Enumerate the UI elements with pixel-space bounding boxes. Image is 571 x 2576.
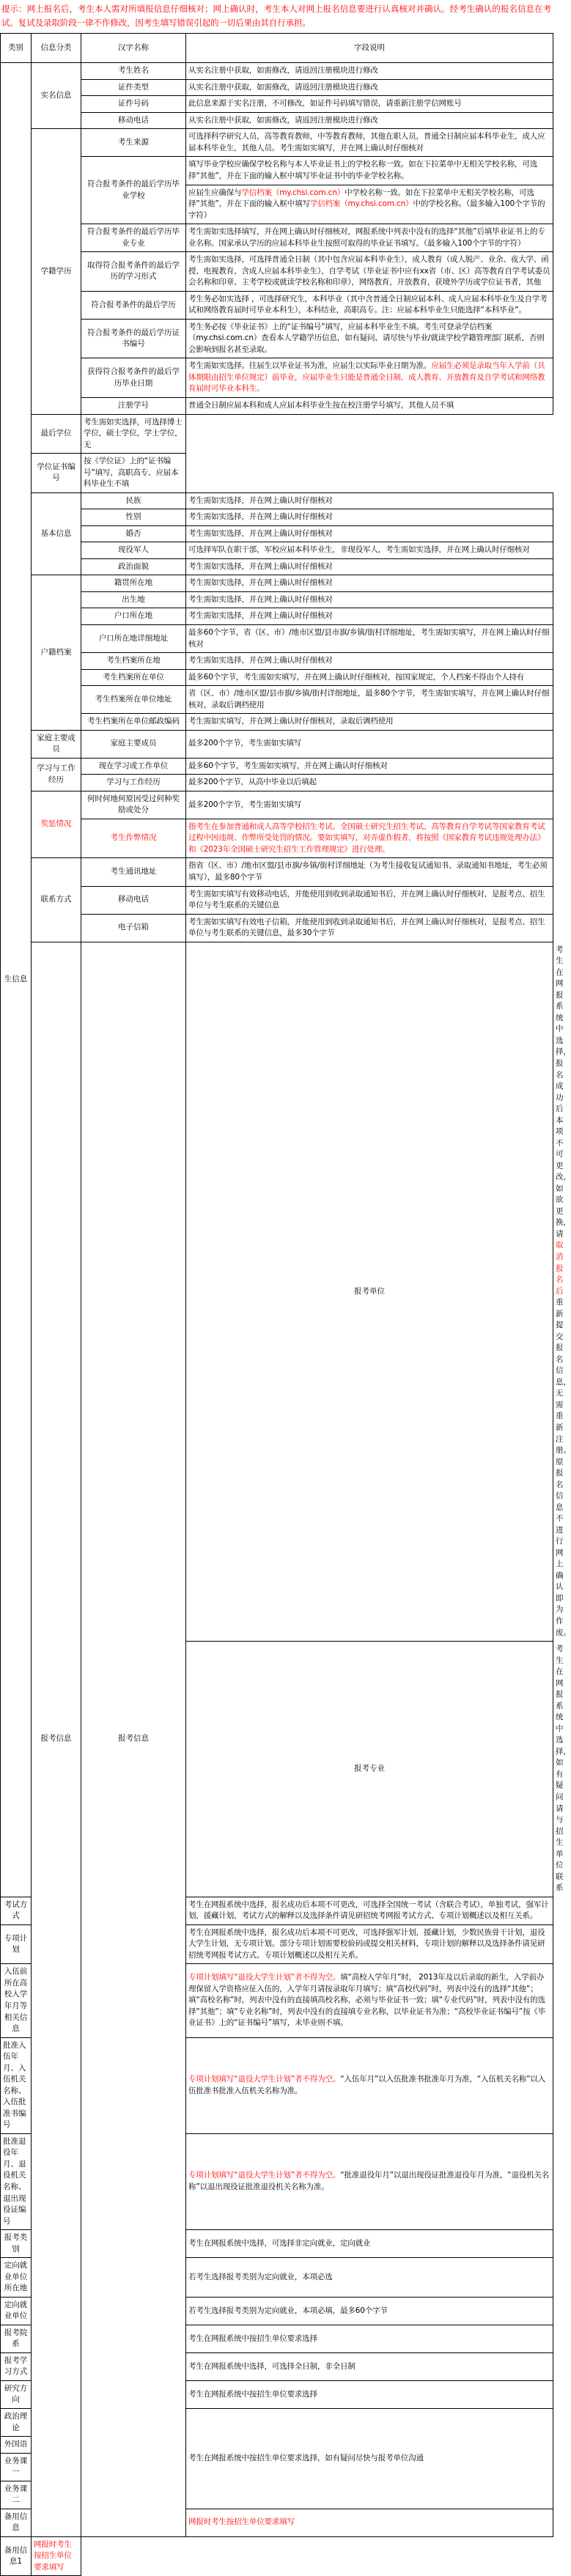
- highlight-text: 学信档案（my.chsi.com.cn）: [309, 199, 413, 209]
- field-name-cell: 研究方向: [1, 2380, 32, 2408]
- notice-banner: 提示：网上报名后，考生本人需对所填报信息仔细核对；网上确认时，考生本人对网上报名信息要进行认真核对并确认。经考生确认的报名信息在考试、复试及录取阶段一律不作修改，因考生填写错误引起的一切后果由其自行承担。: [1, 4, 551, 28]
- highlight-text: 专项计划填写“退役大学生计划”者不得为空。: [188, 2171, 341, 2180]
- table-row: [1, 653, 553, 670]
- header-group: 信息分类: [32, 34, 81, 63]
- table-row: [1, 608, 553, 625]
- field-name-cell: 证件类型: [81, 79, 186, 96]
- field-description-cell: 若考生选择报考类别为定向就业，本项必选: [186, 2258, 553, 2298]
- table-row: [1, 509, 553, 526]
- field-name-cell: 考生档案所在地: [81, 653, 186, 670]
- field-description-cell: 考生在网报系统中选择，可选择非定向就业，定向就业: [186, 2230, 553, 2258]
- table-row: [1, 914, 553, 942]
- field-name-cell: 性别: [81, 509, 186, 526]
- field-name-cell: 户口所在地: [81, 608, 186, 625]
- group-cell: 奖惩情况: [32, 791, 81, 858]
- field-name-cell: 报考类别: [1, 2230, 32, 2258]
- field-description-cell: 可选择科学研究人员，高等教育教师，中等教育教师，其他在职人员，普通全日制应届本科毕业生，成人应届本科毕业生，其他人员。考生需如实填写，并在网上确认时仔细核对: [186, 129, 553, 157]
- field-description-cell: [186, 358, 553, 398]
- table-body: [1, 63, 571, 2576]
- registration-field-spec-table: [0, 33, 571, 2576]
- table-row: [1, 791, 553, 819]
- table-row: [1, 291, 553, 319]
- field-name-cell: 考生档案所在单位邮政编码: [81, 714, 186, 731]
- field-description-cell: 网报时考生按招生单位要求填写: [186, 2509, 553, 2536]
- normal-text: 填“高校入学年月”时， 2013年及以后录取的新生，入学前办理保留入学资格应征入伍的，入学年月请按录取年月填写；填“高校代码”时，列表中没有的选择“其他”；填“高校名称”时，列表中没有的直接填高校名称，必须与毕业证书一致；填“专业代码”时，列表中没有的选择“其他”；填“专业名称”时，列表中没有的直接填专业名称，以毕业证书为准；“高校毕业证书编号”按《毕业证书》上的“证书编号”填写，未毕业则不填。: [188, 1973, 546, 2028]
- field-description-cell: 指省（区、市）/地市区盟/县市旗/乡镇/街村详细地址（为考生接收复试通知书、录取通知书地址，考生必须填写），最多80个字节: [186, 858, 553, 886]
- highlight-text: 专项计划填写“退役大学生计划”者不得为空。: [188, 1973, 341, 1982]
- field-name-cell: 民族: [81, 492, 186, 509]
- field-name-cell: 报考学习方式: [1, 2352, 32, 2380]
- table-row: [1, 157, 553, 185]
- normal-text: 考生需如实选择。往届生以毕业证书为准，应届生以实际毕业日期为准。: [188, 361, 432, 371]
- header-description: 字段说明: [186, 34, 553, 63]
- field-description-cell: 考生在网报系统中按招生单位要求选择，如有疑问尽快与报考单位沟通: [186, 2409, 553, 2509]
- table-row: [1, 358, 553, 398]
- field-description-cell: 考生需如实填写有效移动电话，并能使用到收到录取通知书后，并在网上确认时仔细核对，是报考点、招生单位与考生联系的关键信息: [186, 886, 553, 914]
- field-description-cell: 考生需如实填写有效电子信箱，并能使用到收到录取通知书后，并在网上确认时仔细核对，是报考点、招生单位与考生联系的关键信息，最多30个字节: [186, 914, 553, 942]
- field-name-cell: 入伍前所在高校入学年月等相关信息: [1, 1964, 32, 2037]
- normal-text: 考生在网报系统中选择，报名成功后本项不可更改，如欲更换，请: [556, 945, 571, 1239]
- field-name-cell: 符合报考条件的最后学历: [81, 291, 186, 319]
- field-description-cell: 若考生选择报考类别为定向就业，本项必填，最多60个字节: [186, 2297, 553, 2325]
- table-row: [1, 112, 553, 129]
- field-description-cell: 可选择军队在职干部，军校应届本科毕业生，非现役军人，考生需如实选择，并在网上确认时仔细核对: [186, 542, 553, 559]
- table-row: [1, 319, 553, 358]
- field-description-cell: [186, 2133, 553, 2229]
- field-name-cell: 现在学习或工作单位: [81, 758, 186, 775]
- field-description-cell: 填写毕业学校应确保学校名称与本人毕业证书上的学校名称一致。如在下拉菜单中无相关学校名称，可选择“其他”，并在下面的输入框中填写毕业证书中的毕业学校名称。: [186, 157, 553, 185]
- field-name-cell: 业务课二: [1, 2481, 32, 2509]
- field-description-cell: 从实名注册中获取，如需修改，请返回注册模块进行修改: [186, 112, 553, 129]
- group-cell: 学籍学历: [32, 129, 81, 414]
- field-name-cell: 家庭主要成员: [81, 730, 186, 758]
- header-name: 汉字名称: [81, 34, 186, 63]
- field-name-cell: 政治面貌: [81, 558, 186, 575]
- field-name-cell: 考生作弊情况: [81, 819, 186, 858]
- field-name-cell: 考生档案所在单位: [81, 669, 186, 686]
- group-cell: 报考信息: [81, 942, 186, 2536]
- field-name-cell: 备用信息1: [1, 2536, 32, 2576]
- field-description-cell: 最多60个字节，省（区、市）/地市区盟/县市旗/乡镇/街村详细地址，考生需如实填写，并在网上确认时仔细核对: [186, 624, 553, 652]
- field-name-cell: 定向就业单位: [1, 2297, 32, 2325]
- field-description-cell: 考生在网报系统中按招生单位要求选择: [186, 2380, 553, 2408]
- highlight-text: 学信档案（my.chsi.com.cn）: [241, 188, 345, 197]
- field-name-cell: 考试方式: [1, 1897, 32, 1924]
- field-description-cell: 考生在网报系统中选择，报名成功后本项不可更改，可选择强军计划，援藏计划，少数民族骨干计划，退役大学生计划，无专项计划。部分专项计划需要校验码或提交相关材料，专项计划的解释以及选择条件请见研招统考网报考试方式、专项计划概述以及相互关系。: [186, 1924, 553, 1964]
- field-description-cell: 普通全日制应届本科和成人应届本科毕业生按在校注册学号填写，其他人员不填: [186, 398, 553, 415]
- highlight-text: 专项计划填写“退役大学生计划”者不得为空。: [188, 2075, 341, 2084]
- table-row: [1, 819, 553, 858]
- field-name-cell: 取得符合报考条件的最后学历的学习形式: [81, 252, 186, 292]
- field-description-cell: 省（区、市）/地市区盟/县市旗/乡镇/街村详细地址，最多80个字节，考生需如实填写，并在网上确认时仔细核对，录取后调档使用: [186, 686, 553, 714]
- field-description-cell: 考生需如实选择，并在网上确认时仔细核对: [186, 591, 553, 608]
- field-description-cell: 最多200个字节，考生需如实填写: [186, 730, 553, 758]
- field-name-cell: 出生地: [81, 591, 186, 608]
- field-name-cell: 符合报考条件的最后学历证书编号: [81, 319, 186, 358]
- field-name-cell: 专项计划: [1, 1924, 32, 1964]
- table-row: [1, 96, 553, 113]
- field-name-cell: 符合报考条件的最后学历毕业专业: [81, 224, 186, 252]
- field-name-cell: 考生档案所在单位地址: [81, 686, 186, 714]
- field-description-cell: 考生务必如实选择 ，可选择研究生，本科毕业（其中含普通全日制应届本科、成人应届本科毕业生及自学考试和网络教育届时可毕业本科生），本科结业，高职高专。注：应届本科毕业生只能选择“本科毕业”。: [186, 291, 553, 319]
- field-name-cell: 移动电话: [81, 886, 186, 914]
- field-name-cell: 定向就业单位所在地: [1, 2258, 32, 2298]
- field-description-cell: 考生在网报系统中选择，报名成功后本项不可更改，可选择全国统一考试（含联合考试），单独考试，强军计划，援藏计划，考试方式的解释以及选择条件请见研招统考网报考试方式、专项计划概述以及相互关系。: [186, 1897, 553, 1924]
- field-description-cell: 最多60个字节，考生需如实填写，并在网上确认时仔细核对: [186, 758, 553, 775]
- field-name-cell: 批准入伍年月、入伍机关名称、入伍批准书编号: [1, 2037, 32, 2133]
- table-row: [1, 686, 553, 714]
- table-row: [1, 525, 553, 542]
- field-description-cell: 指考生在参加普通和成人高等学校招生考试、全国硕士研究生招生考试、高等教育自学考试等国家教育考试过程中因违规、作弊所受处罚的情况。要如实填写，对弄虚作假者，将按照《国家教育考试违规处理办法》和《2023年全国硕士研究生招生工作管理规定》进行处理。: [186, 819, 553, 858]
- field-name-cell: 报考院系: [1, 2325, 32, 2352]
- table-row: [1, 730, 553, 758]
- table-row: [1, 858, 553, 886]
- table-row: [1, 758, 553, 775]
- group-cell: 学习与工作经历: [32, 758, 81, 791]
- category-cell: 报考信息: [32, 942, 81, 2536]
- field-description-cell: 从实名注册中获取，如需修改，请返回注册模块进行修改: [186, 79, 553, 96]
- group-cell: 联系方式: [32, 858, 81, 942]
- field-name-cell: 注册学号: [81, 398, 186, 415]
- field-description-cell: [186, 185, 553, 224]
- normal-text: 中学校名称一致。如在下拉菜单中无相关学校名称，可选择“其他”，并在下面的输入框中填写: [188, 188, 534, 209]
- field-description-cell: 考生需如实选择，并在网上确认时仔细核对: [186, 525, 553, 542]
- field-name-cell: 外国语: [1, 2437, 32, 2454]
- highlight-text: 取消报名后: [556, 1241, 564, 1296]
- field-description-cell: 考生在网报系统中选择，可选择全日制，非全日制: [186, 2352, 553, 2380]
- field-description-cell: 考生在网报系统中按招生单位要求选择: [186, 2325, 553, 2352]
- field-name-cell: 备用信息: [1, 2509, 32, 2536]
- table-row: [1, 224, 553, 252]
- table-header: [1, 34, 553, 63]
- group-cell: 户籍档案: [32, 575, 81, 730]
- group-cell: 家庭主要成员: [32, 730, 81, 758]
- table-row: [1, 492, 553, 509]
- field-description-cell: 最多200个字节，考生需如实填写: [186, 791, 553, 819]
- table-row: [1, 942, 553, 1641]
- field-name-cell: 政治理论: [1, 2409, 32, 2437]
- field-description-cell: 按《学位证》上的“证书编号”填写，高职高专、应届本科毕业生不填: [81, 454, 186, 493]
- table-row: [1, 129, 553, 157]
- field-description-cell: 考生需如实选择，并在网上确认时仔细核对: [186, 558, 553, 575]
- field-name-cell: 证件号码: [81, 96, 186, 113]
- table-row: [1, 575, 553, 592]
- field-name-cell: 批准退役年月、退役机关名称、退出现役证编号: [1, 2133, 32, 2229]
- field-name-cell: 业务课一: [1, 2453, 32, 2481]
- field-name-cell: 最后学位: [32, 414, 81, 454]
- normal-text: 中的学校名称。（最多输入100个字节的字符）: [188, 199, 545, 220]
- table-row: [1, 542, 553, 559]
- group-cell: 实名信息: [32, 63, 81, 129]
- normal-text: “批准退役年月”以退出现役证批准退役年月为准，“退役机关名称”以退出现役证批准退役机关名称为准。: [188, 2171, 550, 2191]
- table-row: [1, 669, 553, 686]
- field-name-cell: 户口所在地详细地址: [81, 624, 186, 652]
- field-description-cell: 最多60个字节，考生需如实填写，并在网上确认时仔细核对，按国家规定，个人档案不得由个人持有: [186, 669, 553, 686]
- table-row: [1, 714, 553, 731]
- table-row: [1, 775, 553, 791]
- field-description-cell: 考生需如实填写，并在网上确认时仔细核对，录取后调档使用: [186, 714, 553, 731]
- highlight-text: 应届生必须是录取当年入学前（具体期限由招生单位规定）前毕业，应届毕业生只能是普通全日制、成人教育、开放教育及自学考试和网络教育届时可毕业本科生。: [188, 361, 545, 394]
- field-description-cell: 网报时考生按招生单位要求填写: [32, 2536, 81, 2576]
- field-name-cell: 获得符合报考条件的最后学历毕业日期: [81, 358, 186, 398]
- field-description-cell: 考生需如实选择填写，并在网上确认时仔细核对，网报系统中列表中没有的选择“其他”后填毕业证书上的专业名称。国家承认学历的应届本科毕业生按照可取得的毕业证书填写。（最多输入100个字节的字符）: [186, 224, 553, 252]
- field-name-cell: 考生通讯地址: [81, 858, 186, 886]
- field-description-cell: 考生需如实选择，并在网上确认时仔细核对: [186, 492, 553, 509]
- field-description-cell: 此信息来源于实名注册，不可修改，如证件号码填写错误，请重新注册学信网账号: [186, 96, 553, 113]
- table-row: [1, 558, 553, 575]
- table-row: [1, 454, 553, 493]
- normal-text: 重新提交报名信息，无需重新注册。原报名信息不进行网上确认即为作废。: [556, 1298, 571, 1637]
- field-name-cell: 报考单位: [186, 942, 553, 1641]
- field-description-cell: [186, 2037, 553, 2133]
- table-row: 报考专业 考生在网报系统中选择，如有疑问请与招生单位联系: [1, 1642, 553, 1897]
- field-name-cell: 考生来源: [81, 129, 186, 157]
- field-name-cell: 学位证书编号: [32, 454, 81, 493]
- field-description-cell: 考生需如实选择，并在网上确认时仔细核对: [186, 509, 553, 526]
- group-cell: 基本信息: [32, 492, 81, 575]
- normal-text: 应届生应确保与: [188, 188, 242, 197]
- table-row: [1, 252, 553, 292]
- field-name-cell: 移动电话: [81, 112, 186, 129]
- field-description-cell: [186, 1964, 553, 2037]
- field-description-cell: 考生需如实选择，并在网上确认时仔细核对: [186, 653, 553, 670]
- field-name-cell: 何时何地何原因受过何种奖励或处分: [81, 791, 186, 819]
- field-description-cell: 考生需如实选择，并在网上确认时仔细核对: [186, 575, 553, 592]
- header-category: 类别: [1, 34, 32, 63]
- field-name-cell: 现役军人: [81, 542, 186, 559]
- table-row: [1, 2536, 553, 2576]
- table-row: [1, 79, 553, 96]
- field-description-cell: 考生需如实选择，并在网上确认时仔细核对: [186, 608, 553, 625]
- table-row: [1, 63, 553, 80]
- table-row: [1, 624, 553, 652]
- field-name-cell: 籍贯所在地: [81, 575, 186, 592]
- field-name-cell: 婚否: [81, 525, 186, 542]
- field-description-cell: 最多200个字节，从高中毕业以后填起: [186, 775, 553, 791]
- normal-text: “入伍年月”以入伍批准书批准年月为准，“入伍机关名称”以入伍批准书批准入伍机关名称为准。: [188, 2075, 546, 2095]
- category-cell: 生信息: [1, 63, 32, 1897]
- field-name-cell: 考生姓名: [81, 63, 186, 80]
- field-name-cell: 报考专业: [186, 1642, 553, 1897]
- table-row: [1, 414, 553, 454]
- table-row: [1, 398, 553, 415]
- field-name-cell: 电子信箱: [81, 914, 186, 942]
- field-name-cell: 学习与工作经历: [81, 775, 186, 791]
- table-row: [1, 591, 553, 608]
- field-description-cell: 考生务必按《毕业证书》上的“证书编号”填写，应届本科毕业生不填。考生可登录学信档案（my.chsi.com.cn）查看本人学籍学历信息，如有疑问，请尽快与毕业/就读学校学籍管理部门联系，否则会影响到报名甚至录取。: [186, 319, 553, 358]
- table-row: [1, 886, 553, 914]
- header-row: [1, 34, 553, 63]
- field-description-cell: 从实名注册中获取，如需修改，请返回注册模块进行修改: [186, 63, 553, 80]
- field-name-cell: 符合报考条件的最后学历毕业学校: [81, 157, 186, 224]
- field-description-cell: 考生需如实选择，可选择博士学位，硕士学位，学士学位，无: [81, 414, 186, 454]
- field-description-cell: 考生需如实选择，可选择普通全日制（其中包含应届本科毕业生），成人教育（成人脱产、业余、夜大学、函授、电视教育，含成人应届本科毕业生），自学考试（毕业证书中应有xx省（市、区）高等教育自学考试委员会名称和印章、主考学校或就读学校名称和印章），网络教育，开放教育，获境外学历或学位证书者，其他: [186, 252, 553, 292]
